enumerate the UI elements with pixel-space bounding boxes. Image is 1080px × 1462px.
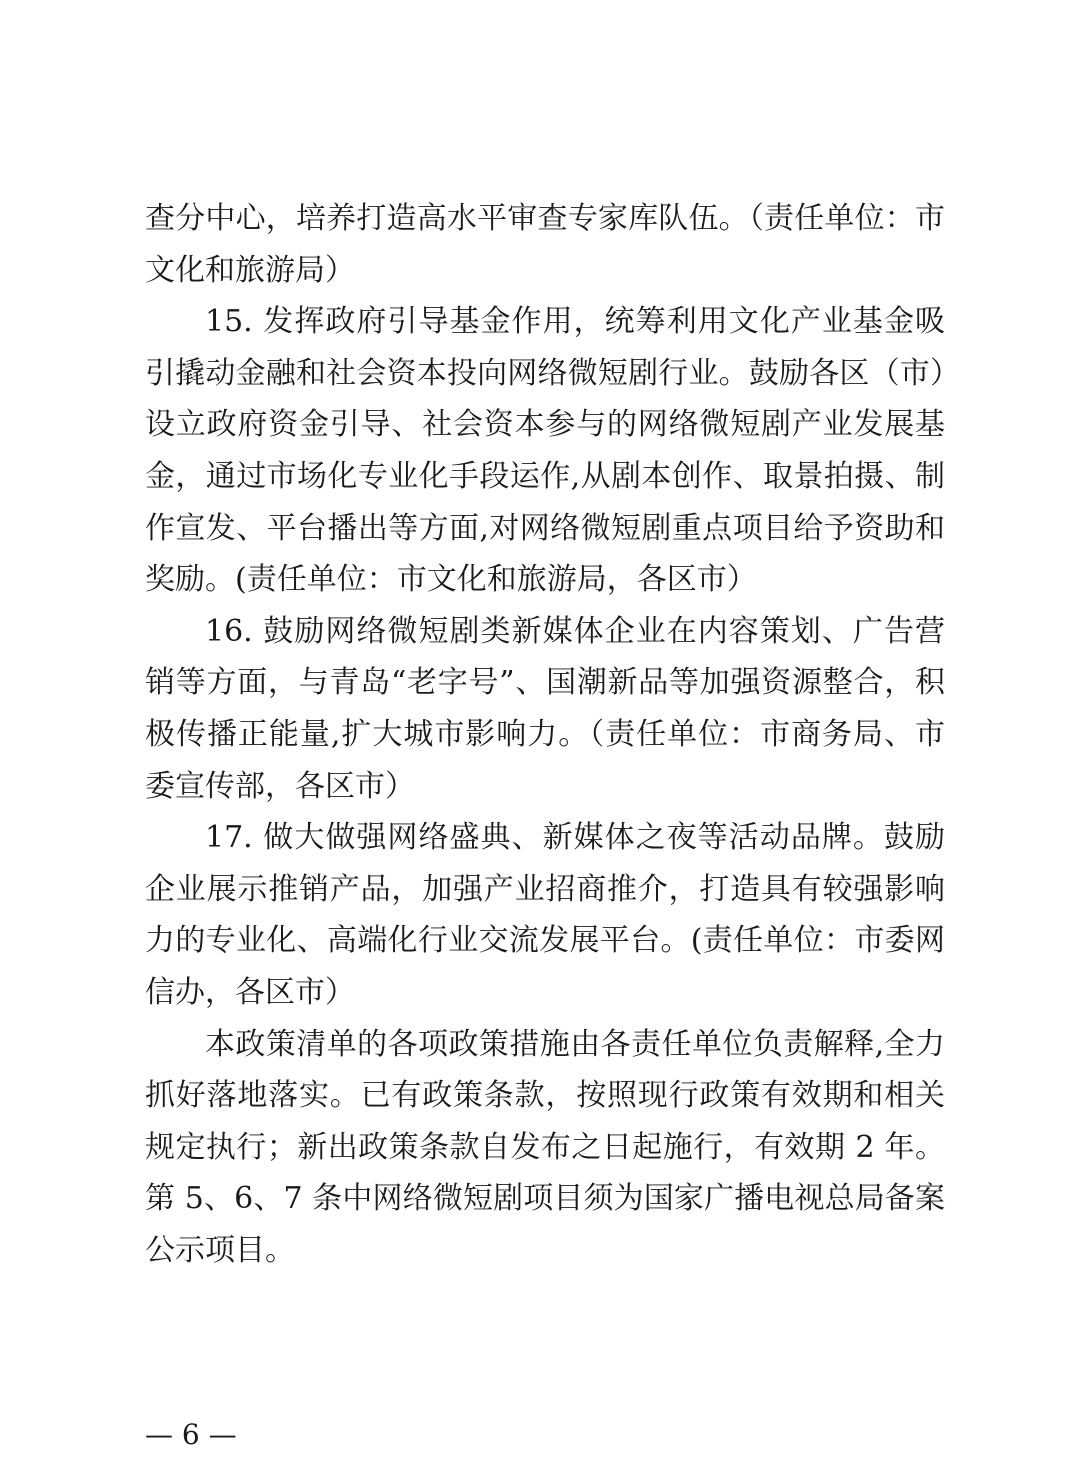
paragraph-item-16: 16. 鼓励网络微短剧类新媒体企业在内容策划、广告营销等方面，与青岛“老字号”、国潮新品等加强资源整合，积极传播正能量,扩大城市影响力。（责任单位：市商务局、市委宣传部，各区市） (145, 613, 945, 804)
body-text (145, 193, 945, 1276)
page-number: — 6 — (145, 1418, 237, 1451)
paragraph-continuation: 查分中心，培养打造高水平审查专家库队伍。（责任单位：市文化和旅游局） (145, 201, 945, 288)
paragraph-item-17: 17. 做大做强网络盛典、新媒体之夜等活动品牌。鼓励企业展示推销产品，加强产业招商推介，打造具有较强影响力的专业化、高端化行业交流发展平台。(责任单位：市委网信办，各区市） (145, 820, 945, 1010)
paragraph-item-15: 15. 发挥政府引导基金作用，统筹利用文化产业基金吸引撬动金融和社会资本投向网络微短剧行业。鼓励各区（市）设立政府资金引导、社会资本参与的网络微短剧产业发展基金，通过市场化专业化手段运作,从剧本创作、取景拍摄、制作宣发、平台播出等方面,对网络微短剧重点项目给予资助和奖励。(责任单位：市文化和旅游局，各区市） (145, 304, 945, 598)
paragraph-closing: 本政策清单的各项政策措施由各责任单位负责解释,全力抓好落地落实。已有政策条款，按照现行政策有效期和相关规定执行；新出政策条款自发布之日起施行，有效期 2 年。第 5、6、7 条中网络微短剧项目须为国家广播电视总局备案公示项目。 (145, 1026, 945, 1268)
